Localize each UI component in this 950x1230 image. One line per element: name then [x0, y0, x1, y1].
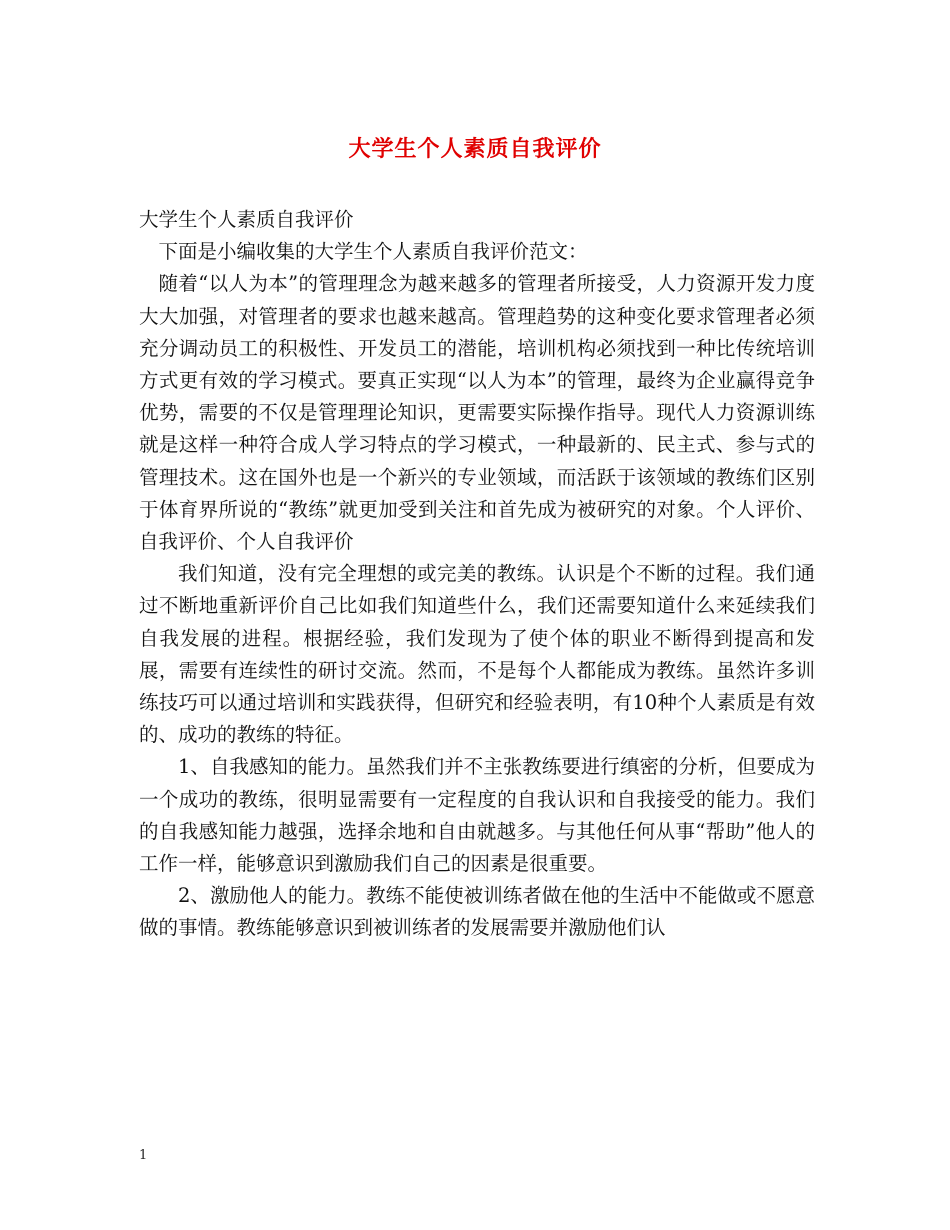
paragraph-body: 2、激励他人的能力。教练不能使被训练者做在他的生活中不能做或不愿意做的事情。教练能够意识到被训练者的发展需要并激励他们认	[139, 884, 815, 940]
paragraph-intro: 下面是小编收集的大学生个人素质自我评价范文：	[158, 240, 588, 264]
document-body	[139, 204, 815, 945]
paragraph-body: 我们知道，没有完全理想的或完美的教练。认识是个不断的过程。我们通过不断地重新评价自己比如我们知道些什么，我们还需要知道什么来延续我们自我发展的进程。根据经验，我们发现为了使个体的职业不断得到提高和发展，需要有连续性的研讨交流。然而，不是每个人都能成为教练。虽然许多训练技巧可以通过培训和实践获得，但研究和经验表明，有10种个人素质是有效的、成功的教练的特征。	[139, 562, 815, 747]
paragraph-body: 1、自我感知的能力。虽然我们并不主张教练要进行缜密的分析，但要成为一个成功的教练，很明显需要有一定程度的自我认识和自我接受的能力。我们的自我感知能力越强，选择余地和自由就越多。与其他任何从事“帮助”他人的工作一样，能够意识到激励我们自己的因素是很重要。	[139, 755, 815, 876]
paragraph-heading: 大学生个人素质自我评价	[139, 208, 354, 231]
document-title: 大学生个人素质自我评价	[348, 136, 602, 162]
page-number: 1	[139, 1148, 148, 1163]
paragraph-body: 随着“以人为本”的管理理念为越来越多的管理者所接受，人力资源开发力度大大加强，对管理者的要求也越来越高。管理趋势的这种变化要求管理者必须充分调动员工的积极性、开发员工的潜能，培训机构必须找到一种比传统培训方式更有效的学习模式。要真正实现“以人为本”的管理，最终为企业赢得竞争优势，需要的不仅是管理理论知识，更需要实际操作指导。现代人力资源训练就是这样一种符合成人学习特点的学习模式，一种最新的、民主式、参与式的管理技术。这在国外也是一个新兴的专业领域，而活跃于该领域的教练们区别于体育界所说的“教练”就更加受到关注和首先成为被研究的对象。个人评价、自我评价、个人自我评价	[139, 272, 815, 554]
